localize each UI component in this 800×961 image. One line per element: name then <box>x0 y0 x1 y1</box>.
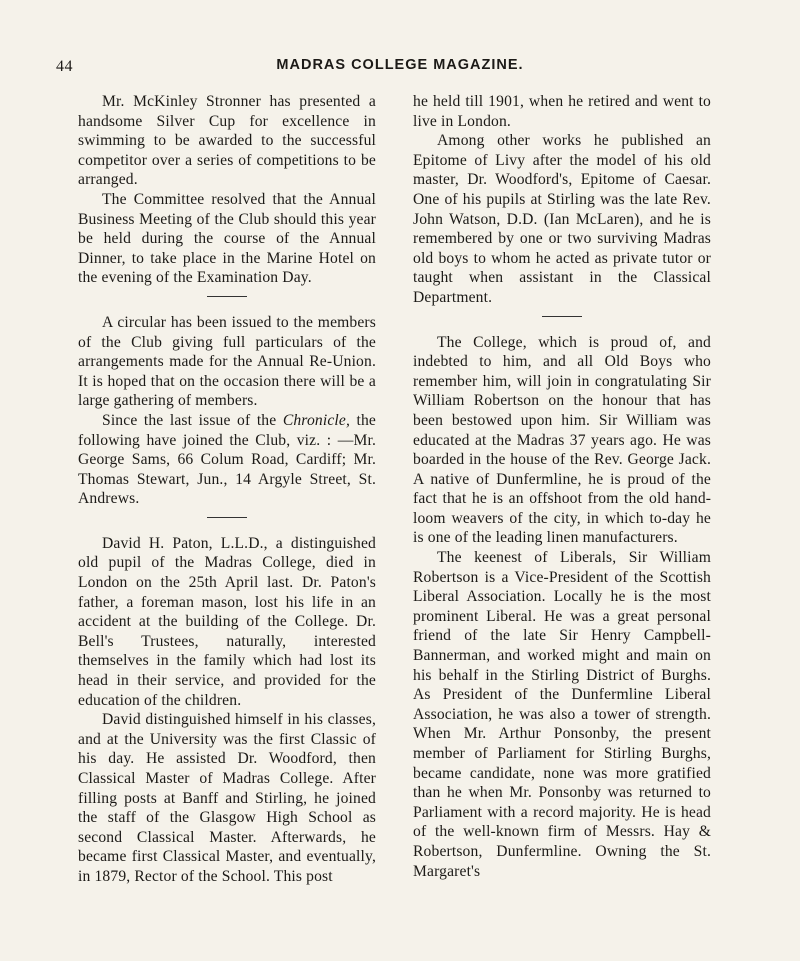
new-members-text-end: the following have joined the Club, viz. : —Mr. George Sams, 66 Colum Road, Cardiff; Mr. Thomas Stewart, Jun., 14 Argyle Street, St. Andrews. <box>78 411 376 508</box>
paragraph-paton-career: David distinguished himself in his classes, and at the University was the first Classic of his day. He assisted Dr. Woodford, then Classical Master of Madras College. After filling posts at Banff and Stirling, he joined the staff of the Glasgow High School as second Classical Master. Afterwards, he became first Classical Master, and eventually, in 1879, Rector of the School. This post <box>78 711 376 885</box>
section-divider <box>207 517 247 518</box>
new-members-text-start: Since the last issue of the <box>102 411 283 429</box>
paragraph-paton-retirement: he held till 1901, when he retired and went to live in London. <box>413 93 711 130</box>
paragraph-robertson-honour: The College, which is proud of, and indebted to him, and all Old Boys who remember him, will join in congratulating Sir William Robertson on the honour that has been bestowed upon him. Sir William was educated at the Madras 37 years ago. He was boarded in the house of the Rev. George Jack. A native of Dunfermline, he is proud of the fact that he is an offshoot from the old handloom weavers of the city, in which to-day he is one of the leading linen manufacturers. <box>413 333 711 547</box>
paragraph-robertson-liberal: The keenest of Liberals, Sir William Robertson is a Vice-President of the Scottish Liberal Association. Locally he is the most prominent Liberal. He was a great personal friend of the late Sir Henry Campbell-Bannerman, and worked might and main on his behalf in the Stirling District of Burghs. As President of the Dunfermline Liberal Association, he was also a tower of strength. When Mr. Arthur Ponsonby, the present member of Parliament for Stirling Burghs, became candidate, none was more gratified than he when Mr. Ponsonby was returned to Parliament with a record majority. He is head of the well-known firm of Messrs. Hay & Robertson, Dunfermline. Owning the St. Margaret's <box>413 549 711 880</box>
left-column <box>78 92 376 887</box>
paragraph-new-members <box>78 411 376 509</box>
section-divider <box>207 296 247 297</box>
paragraph-circular: A circular has been issued to the members of the Club giving full particulars of the arrangements made for the Annual Re-Union. It is hoped that on the occasion there will be a large gathering of members. <box>78 313 376 410</box>
right-column <box>413 92 711 881</box>
page-number: 44 <box>56 58 73 75</box>
paragraph-paton-works: Among other works he published an Epitome of Livy after the model of his old master, Dr. Woodford's, Epitome of Caesar. One of his pupils at Stirling was the late Rev. John Watson, D.D. (Ian McLaren), and he is remembered by one or two surviving Madras old boys to whom he acted as private tutor or taught when assistant in the Classical Department. <box>413 132 711 306</box>
running-title: MADRAS COLLEGE MAGAZINE. <box>276 57 524 73</box>
paragraph-committee: The Committee resolved that the Annual Business Meeting of the Club should this year be held during the course of the Annual Dinner, to take place in the Marine Hotel on the evening of the Examination Day. <box>78 190 376 287</box>
paragraph-obituary-paton: David H. Paton, L.L.D., a distinguished old pupil of the Madras College, died in London on the 25th April last. Dr. Paton's father, a foreman mason, lost his life in an accident at the building of the College. Dr. Bell's Trustees, naturally, interested themselves in the family which had lost its head in their service, and provided for the education of the children. <box>78 534 376 709</box>
section-divider <box>542 316 582 317</box>
paragraph-swimming-cup: Mr. McKinley Stronner has presented a handsome Silver Cup for excellence in swimming to be awarded to the successful competitor over a series of competitions to be arranged. <box>78 93 376 189</box>
chronicle-title: Chronicle, <box>282 411 350 429</box>
